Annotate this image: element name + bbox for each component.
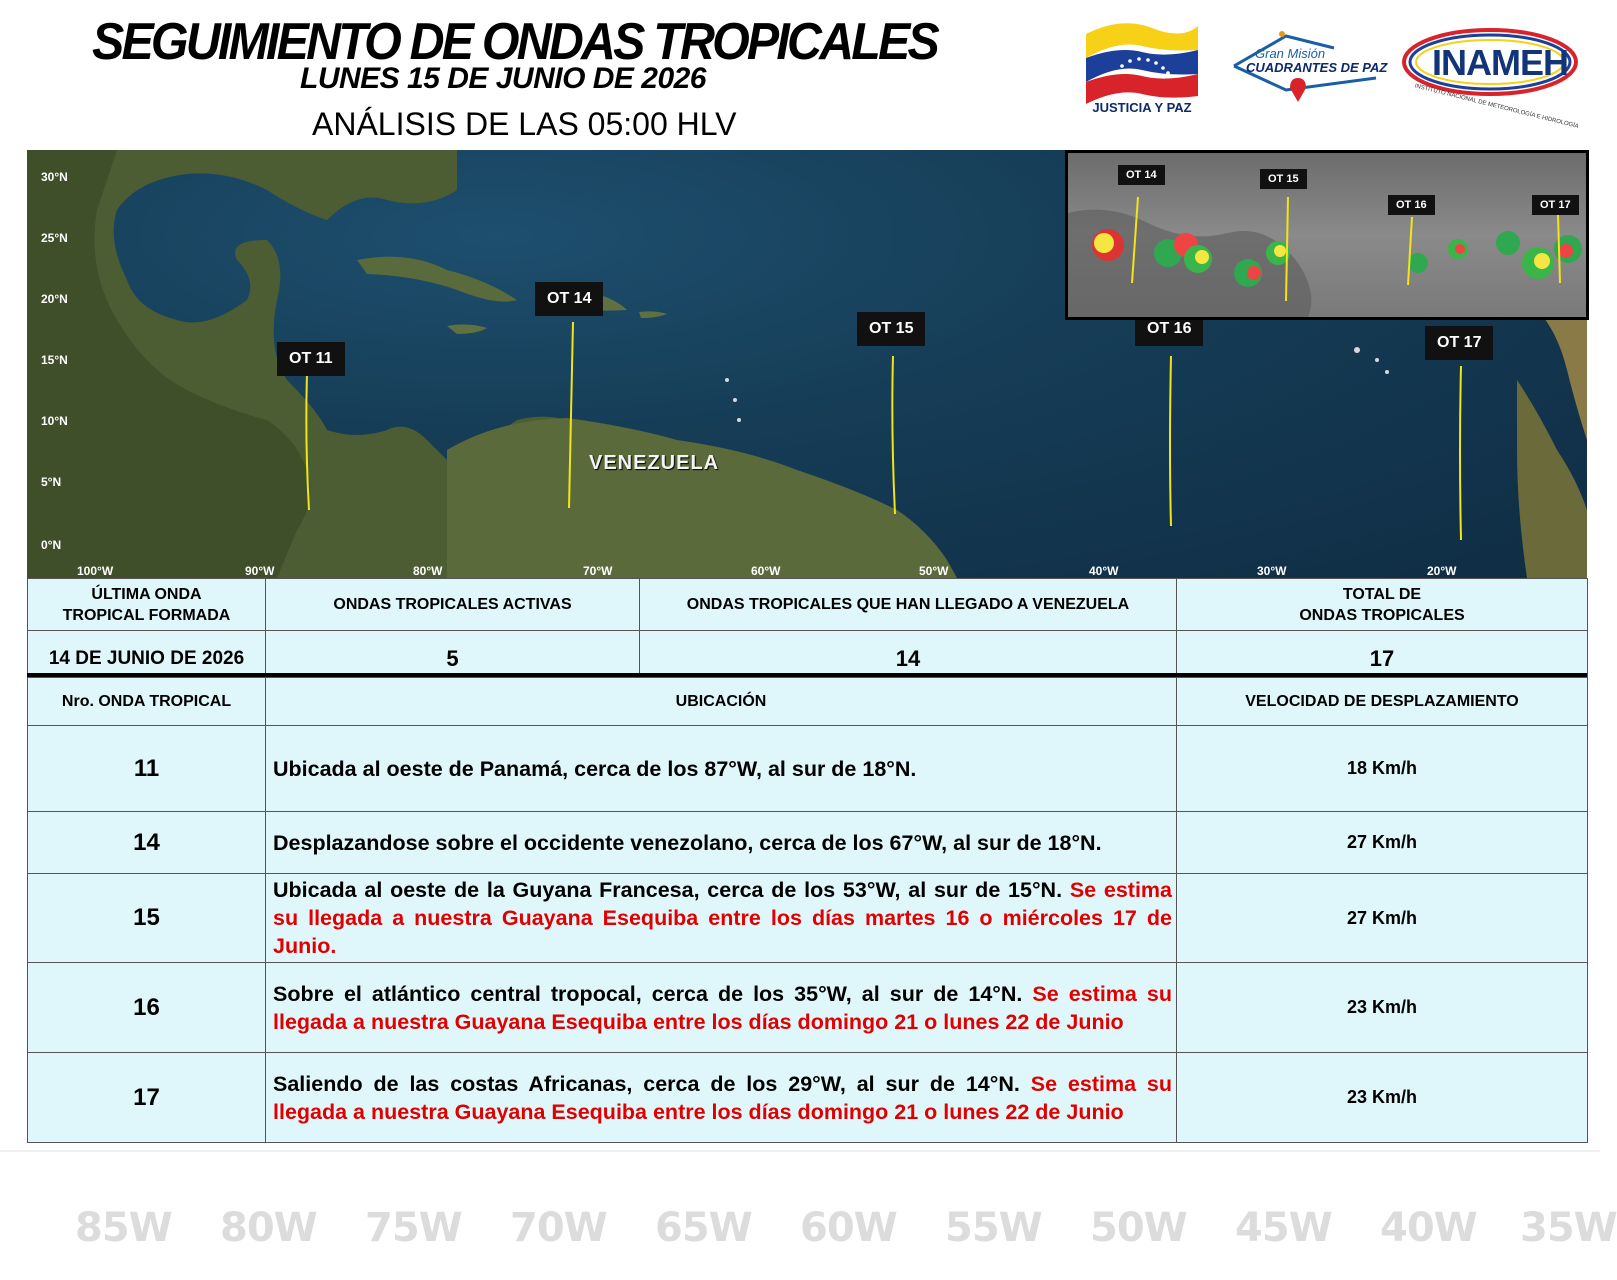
report-date: LUNES 15 DE JUNIO DE 2026 (300, 62, 706, 95)
lat-label: 20°N (41, 292, 68, 306)
lat-label: 25°N (41, 231, 68, 245)
summary-header-text: ONDAS TROPICALES QUE HAN LLEGADO A VENEZUELA (686, 596, 1130, 613)
bg-tick: 75W (365, 1205, 462, 1251)
summary-header-arrived (640, 579, 1177, 631)
wave-speed: 18 Km/h (1177, 726, 1588, 812)
wave-speed: 27 Km/h (1177, 812, 1588, 874)
summary-header-text: TOTAL DE ONDAS TROPICALES (1299, 585, 1465, 624)
lon-label: 40°W (1089, 564, 1119, 578)
bg-tick: 40W (1380, 1205, 1477, 1251)
wave-label-ot16: OT 16 (1135, 312, 1203, 346)
inset-wave-label-ot17: OT 17 (1532, 195, 1579, 215)
wave-label-ot11: OT 11 (277, 342, 345, 376)
wave-arrival-note: Se estima su llegada a nuestra Guayana Esequiba entre los días martes 16 o miércoles 17 de Junio. (273, 878, 1172, 958)
bg-tick: 60W (800, 1205, 897, 1251)
lat-label: 5°N (41, 475, 62, 489)
table-row (28, 1053, 1588, 1143)
summary-table (27, 578, 1588, 687)
country-label-venezuela: VENEZUELA (589, 452, 720, 474)
satellite-inset (1065, 150, 1589, 320)
wave-label-ot15: OT 15 (857, 312, 925, 346)
bg-tick: 70W (510, 1205, 607, 1251)
table-row (28, 963, 1588, 1053)
summary-header-total (1177, 579, 1588, 631)
lon-label: 60°W (751, 564, 781, 578)
lon-label: 70°W (583, 564, 613, 578)
tropical-waves-map (27, 150, 1587, 578)
lat-label: 0°N (41, 538, 62, 552)
wave-line-ot16 (1170, 356, 1171, 526)
wave-location (266, 874, 1177, 963)
wave-location-text: Sobre el atlántico central tropocal, cerca de los 35°W, al sur de 14°N. (273, 981, 1023, 1006)
lon-label: 20°W (1427, 564, 1457, 578)
lat-label: 10°N (41, 414, 68, 428)
inset-wave-label-ot14: OT 14 (1118, 165, 1165, 185)
wave-location (266, 726, 1177, 812)
wave-line-ot15 (892, 356, 895, 514)
wave-label-ot17: OT 17 (1425, 326, 1493, 360)
details-header-speed: VELOCIDAD DE DESPLAZAMIENTO (1177, 678, 1588, 726)
bg-tick: 80W (220, 1205, 317, 1251)
wave-number: 17 (28, 1053, 266, 1143)
bg-tick: 35W (1520, 1205, 1617, 1251)
summary-arrived-count: 14 (640, 631, 1177, 687)
lon-label: 80°W (413, 564, 443, 578)
wave-arrival-note: Se estima su llegada a nuestra Guayana Esequiba entre los días domingo 21 o lunes 22 de Junio (273, 1071, 1172, 1124)
wave-number: 11 (28, 726, 266, 812)
page-title: SEGUIMIENTO DE ONDAS TROPICALES (92, 13, 937, 71)
gran-mision-big-text: CUADRANTES DE PAZ (1246, 60, 1388, 75)
bg-tick: 50W (1090, 1205, 1187, 1251)
summary-header-text: ONDAS TROPICALES ACTIVAS (333, 596, 572, 613)
flag-caption: JUSTICIA Y PAZ (1092, 100, 1192, 115)
lon-label: 30°W (1257, 564, 1287, 578)
wave-number: 16 (28, 963, 266, 1053)
summary-last-wave-date: 14 DE JUNIO DE 2026 (28, 631, 266, 687)
analysis-time: ANÁLISIS DE LAS 05:00 HLV (312, 106, 737, 142)
summary-header-text: ÚLTIMA ONDA TROPICAL FORMADA (62, 585, 231, 624)
lon-label: 90°W (245, 564, 275, 578)
table-row (28, 874, 1588, 963)
wave-line-ot17 (1460, 366, 1461, 540)
bg-tick: 45W (1235, 1205, 1332, 1251)
wave-location-text: Desplazandose sobre el occidente venezolano, cerca de los 67°W, al sur de 18°N. (273, 830, 1102, 855)
summary-header-active (266, 579, 640, 631)
inset-wave-label-ot15: OT 15 (1260, 169, 1307, 189)
lon-label: 50°W (919, 564, 949, 578)
background-gridline (0, 1150, 1600, 1152)
bg-tick: 65W (655, 1205, 752, 1251)
wave-location-text: Saliendo de las costas Africanas, cerca de los 29°W, al sur de 14°N. (273, 1071, 1020, 1096)
wave-arrival-note: Se estima su llegada a nuestra Guayana Esequiba entre los días domingo 21 o lunes 22 de Junio (273, 981, 1172, 1034)
wave-location (266, 812, 1177, 874)
wave-number: 14 (28, 812, 266, 874)
summary-total-count: 17 (1177, 631, 1588, 687)
lat-label: 30°N (41, 170, 68, 184)
details-header-location: UBICACIÓN (266, 678, 1177, 726)
wave-label-ot14: OT 14 (535, 282, 603, 316)
details-header-number: Nro. ONDA TROPICAL (28, 678, 266, 726)
details-table (27, 677, 1588, 1143)
wave-speed: 23 Km/h (1177, 1053, 1588, 1143)
bg-tick: 55W (945, 1205, 1042, 1251)
wave-number: 15 (28, 874, 266, 963)
wave-location-text: Ubicada al oeste de la Guyana Francesa, cerca de los 53°W, al sur de 15°N. (273, 878, 1063, 902)
bg-tick: 85W (75, 1205, 172, 1251)
wave-location-text: Ubicada al oeste de Panamá, cerca de los 87°W, al sur de 18°N. (273, 756, 917, 781)
background-longitude-ticks (0, 1205, 1617, 1265)
summary-header-last-wave (28, 579, 266, 631)
inameh-text: INAMEH (1432, 42, 1568, 83)
wave-speed: 27 Km/h (1177, 874, 1588, 963)
wave-speed: 23 Km/h (1177, 963, 1588, 1053)
gran-mision-small-text: Gran Misión (1255, 46, 1326, 61)
summary-active-count: 5 (266, 631, 640, 687)
wave-location (266, 1053, 1177, 1143)
inameh-subtitle: INSTITUTO NACIONAL DE METEOROLOGÍA E HIDROLOGÍA (1414, 83, 1580, 130)
table-row (28, 726, 1588, 812)
wave-location (266, 963, 1177, 1053)
lat-label: 15°N (41, 353, 68, 367)
inset-wave-label-ot16: OT 16 (1388, 195, 1435, 215)
table-row (28, 812, 1588, 874)
lon-label: 100°W (77, 564, 114, 578)
